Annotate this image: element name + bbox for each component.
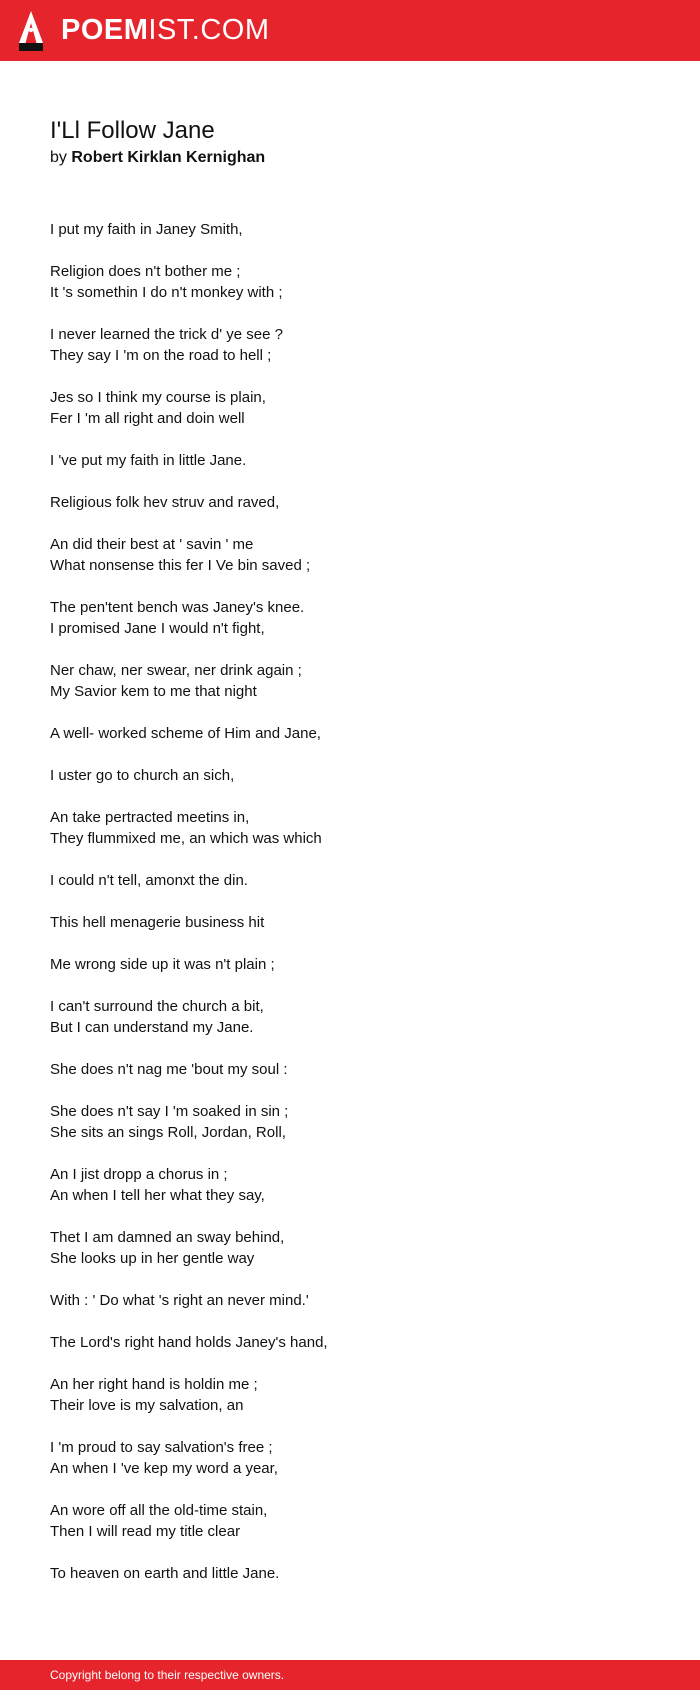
poem-line: Then I will read my title clear [50, 1523, 241, 1540]
poem-stanza [50, 597, 650, 639]
poem-line: They say I 'm on the road to hell ; [50, 347, 272, 364]
poem-stanza [50, 1290, 650, 1311]
poem-line: I can't surround the church a bit, [50, 998, 264, 1015]
pen-nib-icon [18, 10, 44, 52]
poem-title: I'Ll Follow Jane [50, 117, 215, 144]
poem-line: Ner chaw, ner swear, ner drink again ; [50, 662, 302, 679]
poem-stanza [50, 1332, 650, 1353]
poem-line: Religion does n't bother me ; [50, 263, 241, 280]
poem-line: The pen'tent bench was Janey's knee. [50, 599, 305, 616]
poem-stanza [50, 1500, 650, 1542]
by-label: by [50, 149, 67, 166]
poem-stanza [50, 870, 650, 891]
poem-stanza [50, 765, 650, 786]
poem-stanza [50, 723, 650, 744]
poem-stanza [50, 492, 650, 513]
poem-line: This hell menagerie business hit [50, 914, 265, 931]
poem-body [50, 219, 650, 1605]
poem-stanza [50, 1563, 650, 1584]
poem-line: She sits an sings Roll, Jordan, Roll, [50, 1124, 286, 1141]
poem-line: I promised Jane I would n't fight, [50, 620, 265, 637]
poem-stanza [50, 1437, 650, 1479]
poem-stanza [50, 912, 650, 933]
poem-stanza [50, 261, 650, 303]
poem-line: Me wrong side up it was n't plain ; [50, 956, 275, 973]
poem-line: She does n't say I 'm soaked in sin ; [50, 1103, 289, 1120]
poem-stanza [50, 534, 650, 576]
author-name[interactable]: Robert Kirklan Kernighan [71, 149, 266, 166]
poem-line: They flummixed me, an which was which [50, 830, 322, 847]
byline [50, 147, 265, 169]
poem-stanza [50, 450, 650, 471]
poem-line: My Savior kem to me that night [50, 683, 257, 700]
logo-light-text: IST.COM [148, 14, 270, 46]
poem-line: I 've put my faith in little Jane. [50, 452, 247, 469]
logo-bold-text: POEM [61, 14, 149, 46]
poem-line: Jes so I think my course is plain, [50, 389, 266, 406]
poem-line: The Lord's right hand holds Janey's hand, [50, 1334, 328, 1351]
poem-line: But I can understand my Jane. [50, 1019, 254, 1036]
site-header [0, 0, 700, 61]
poem-line: To heaven on earth and little Jane. [50, 1565, 280, 1582]
poem-line: I uster go to church an sich, [50, 767, 235, 784]
poem-line: What nonsense this fer I Ve bin saved ; [50, 557, 311, 574]
poem-line: Fer I 'm all right and doin well [50, 410, 245, 427]
poem-line: I could n't tell, amonxt the din. [50, 872, 248, 889]
poem-line: A well- worked scheme of Him and Jane, [50, 725, 321, 742]
poem-stanza [50, 996, 650, 1038]
poem-line: An her right hand is holdin me ; [50, 1376, 258, 1393]
poem-line: An take pertracted meetins in, [50, 809, 250, 826]
poem-stanza [50, 1164, 650, 1206]
poem-stanza [50, 219, 650, 240]
poem-line: It 's somethin I do n't monkey with ; [50, 284, 283, 301]
poem-stanza [50, 954, 650, 975]
poem-line: I never learned the trick d' ye see ? [50, 326, 283, 343]
poem-line: Religious folk hev struv and raved, [50, 494, 280, 511]
poem-stanza [50, 1374, 650, 1416]
poem-stanza [50, 387, 650, 429]
poem-line: An when I tell her what they say, [50, 1187, 265, 1204]
poem-stanza [50, 807, 650, 849]
poem-line: An when I 've kep my word a year, [50, 1460, 278, 1477]
site-footer [0, 1660, 700, 1690]
poem-stanza [50, 1227, 650, 1269]
poem-line: An I jist dropp a chorus in ; [50, 1166, 228, 1183]
site-logo[interactable] [61, 10, 270, 50]
poem-stanza [50, 1059, 650, 1080]
poem-line: I put my faith in Janey Smith, [50, 221, 243, 238]
poem-line: An wore off all the old-time stain, [50, 1502, 268, 1519]
poem-line: Thet I am damned an sway behind, [50, 1229, 285, 1246]
poem-stanza [50, 660, 650, 702]
poem-line: With : ' Do what 's right an never mind.' [50, 1292, 309, 1309]
poem-line: Their love is my salvation, an [50, 1397, 244, 1414]
poem-line: She looks up in her gentle way [50, 1250, 255, 1267]
poem-line: An did their best at ' savin ' me [50, 536, 254, 553]
poem-stanza [50, 324, 650, 366]
copyright-text: Copyright belong to their respective owners. [50, 1668, 285, 1682]
poem-line: I 'm proud to say salvation's free ; [50, 1439, 273, 1456]
poem-stanza [50, 1101, 650, 1143]
poem-line: She does n't nag me 'bout my soul : [50, 1061, 288, 1078]
